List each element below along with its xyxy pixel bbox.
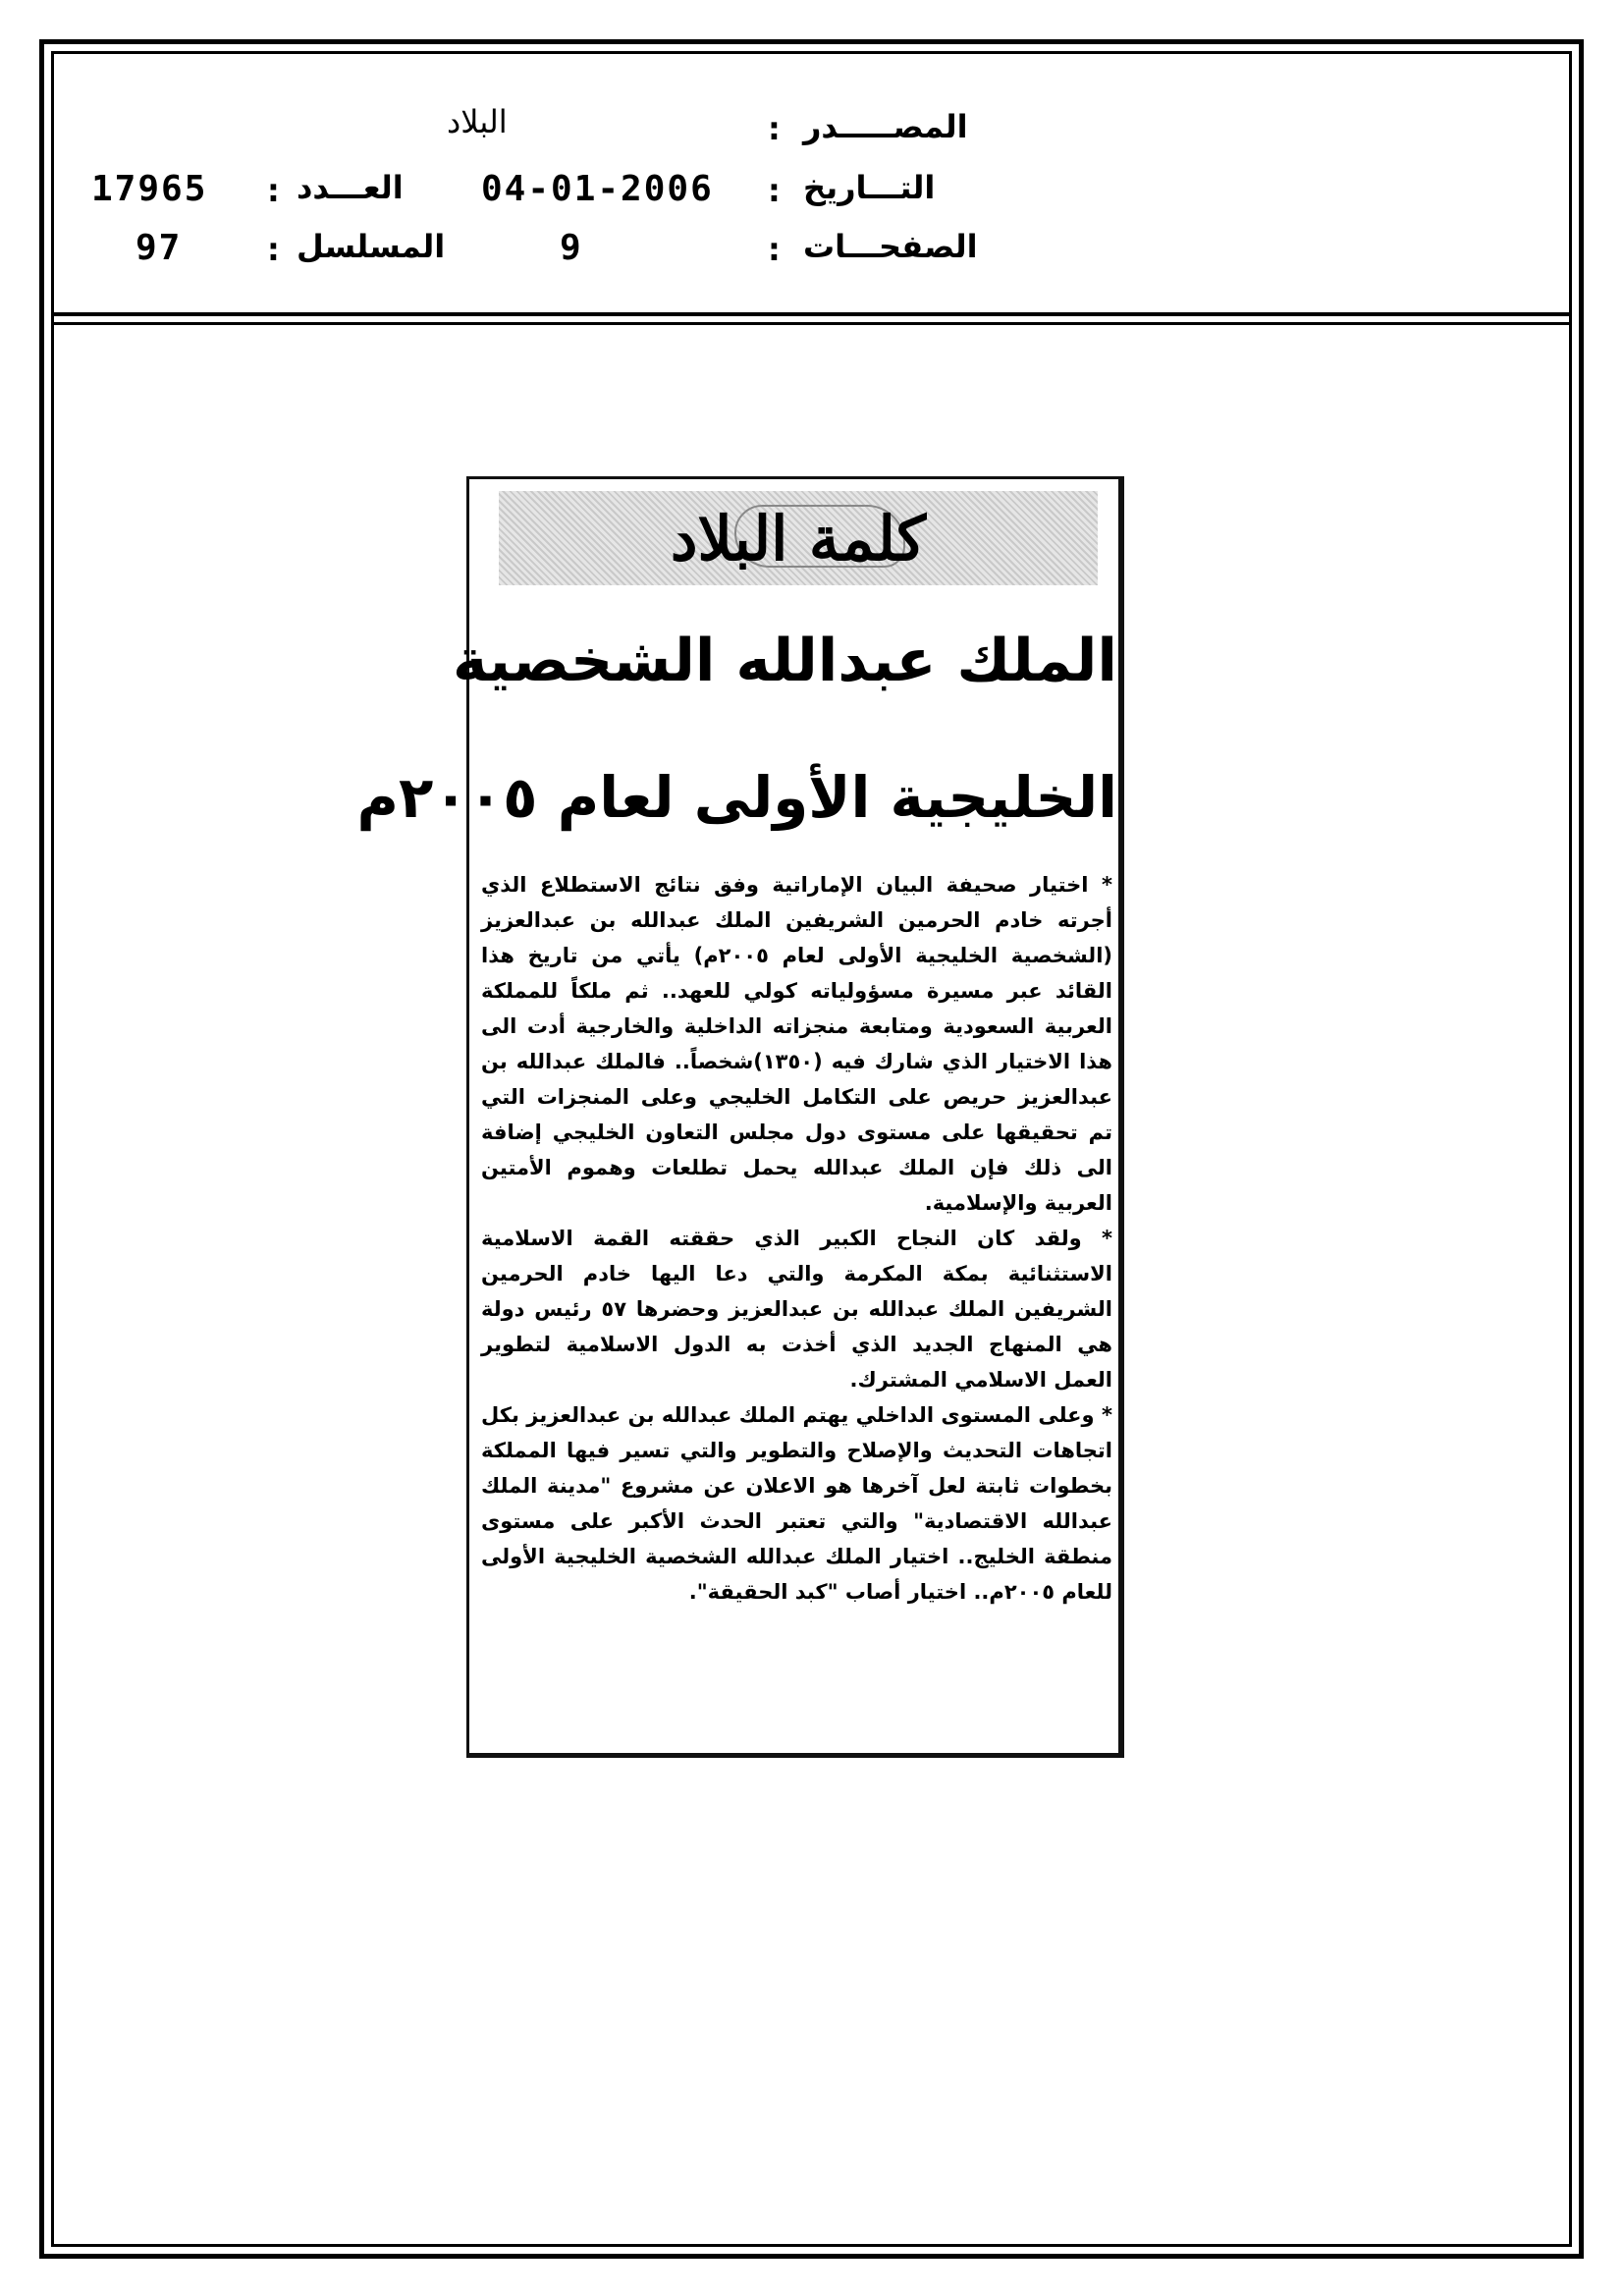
date-label: التـــاريخ (803, 169, 936, 206)
banner-title: كلمة البلاد (670, 502, 927, 574)
column-banner (499, 491, 1098, 585)
source-label: المصـــــدر (803, 108, 968, 145)
source-colon: : (768, 110, 781, 147)
newspaper-clipping (356, 476, 1124, 1758)
source-value: البلاد (447, 103, 508, 140)
serial-value: 97 (135, 228, 183, 268)
headline-line-1: الملك عبدالله الشخصية (453, 627, 1117, 695)
date-value: 04-01-2006 (481, 169, 714, 209)
issue-label: العـــدد (297, 169, 404, 206)
issue-colon: : (267, 172, 280, 209)
serial-colon: : (267, 231, 280, 268)
serial-label: المسلسل (297, 228, 446, 265)
date-colon: : (768, 172, 781, 209)
article-paragraph: * ولقد كان النجاح الكبير الذي حققته القمة الاسلامية الاستثنائية بمكة المكرمة والتي دعا اليها خادم الحرمين الشريفين الملك عبدالله بن عبدالعزيز وحضرها ٥٧ رئيس دولة هي المنهاج الجديد الذي أخذت به الدول الاسلامية لتطوير العمل الاسلامي المشترك. (481, 1227, 1113, 1392)
headline-line-2: الخليجية الأولى لعام ٢٠٠٥م (356, 764, 1117, 831)
pages-colon: : (768, 231, 781, 268)
header-divider (51, 312, 1572, 316)
article-paragraph: * اختيار صحيفة البيان الإماراتية وفق نتائج الاستطلاع الذي أجرته خادم الحرمين الشريفين الملك عبدالله بن عبدالعزيز (الشخصية الخليجية الأولى لعام ٢٠٠٥م) يأتي من تاريخ هذا القائد عبر مسيرة مسؤولياته كولي للعهد.. ثم ملكاً للمملكة العربية السعودية ومتابعة منجزاته الداخلية والخارجية أدت الى هذا الاختيار الذي شارك فيه (١٣٥٠)شخصاً.. فالملك عبدالله بن عبدالعزيز حريص على التكامل الخليجي وعلى المنجزات التي تم تحقيقها على مستوى دول مجلس التعاون الخليجي إضافة الى ذلك فإن الملك عبدالله يحمل تطلعات وهموم الأمتين العربية والإسلامية. (481, 873, 1112, 1215)
article-paragraph: * وعلى المستوى الداخلي يهتم الملك عبدالله بن عبدالعزيز بكل اتجاهات التحديث والإصلاح والتطوير والتي تسير فيها المملكة بخطوات ثابتة لعل آخرها هو الاعلان عن مشروع "مدينة الملك عبدالله الاقتصادية" والتي تعتبر الحدث الأكبر على مستوى منطقة الخليج.. اختيار الملك عبدالله الشخصية الخليجية الأولى للعام ٢٠٠٥م.. اختيار أصاب "كبد الحقيقة". (481, 1403, 1112, 1604)
issue-value: 17965 (91, 169, 208, 209)
pages-label: الصفحـــات (803, 228, 978, 265)
pages-value: 9 (560, 228, 583, 268)
article-body (481, 867, 1112, 1610)
header-divider-inner (51, 322, 1572, 325)
